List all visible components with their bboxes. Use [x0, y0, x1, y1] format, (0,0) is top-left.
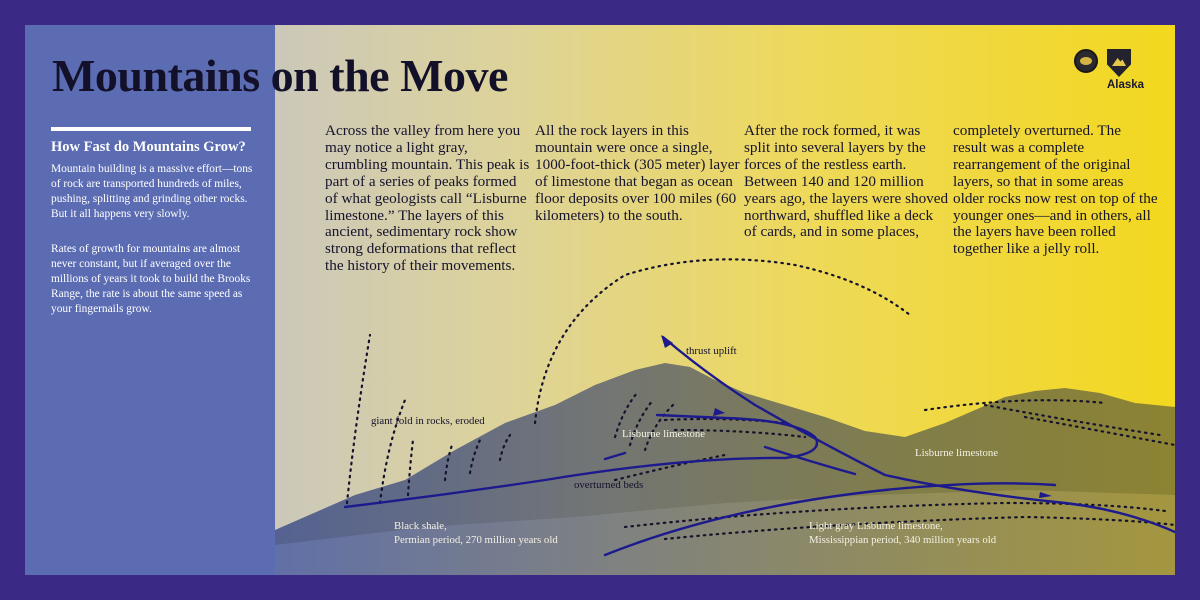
body-column-1: Across the valley from here you may notice a light gray, crumbling mountain. This peak is part of a series of peaks formed of what geologists call “Lisburne limestone.” The layers of this ancient, sedimentary rock show strong deformations that reflect the history of their movements.: [325, 122, 530, 275]
blm-shield-icon: [1107, 49, 1131, 77]
sidebar-paragraph-1: Mountain building is a massive effort—tons of rock are transported hundreds of miles, pushing, splitting and grinding other rocks. But it all happens very slowly.: [51, 163, 253, 220]
body-column-3: After the rock formed, it was split into several layers by the forces of the restless earth. Between 140 and 120 million years ago, the layers were shoved northward, shuffled like a deck of cards, and in some places,: [744, 122, 949, 241]
label-overturned-beds: overturned beds: [574, 479, 644, 491]
label-lisburne-limestone-2: Lisburne limestone: [915, 447, 999, 459]
label-black-shale: Black shale, Permian period, 270 million years old: [394, 520, 558, 546]
logo-text: Alaska: [1107, 79, 1145, 91]
agency-logos: [1074, 49, 1154, 93]
label-lisburne-limestone-1: Lisburne limestone: [622, 428, 706, 440]
body-column-4: completely overturned. The result was a complete rearrangement of the original layers, so that in some areas older rocks now rest on top of the younger ones—and in others, all the layers have been rolled together like a jelly roll.: [953, 122, 1158, 258]
sidebar-paragraph-2: Rates of growth for mountains are almost never constant, but if averaged over the millions of years it took to build the Brooks Range, the rate is about the same speed as your fingernails grow.: [51, 243, 251, 315]
sidebar-heading: How Fast do Mountains Grow?: [51, 139, 246, 155]
label-giant-fold: giant fold in rocks, eroded: [371, 415, 485, 427]
sidebar-divider: [51, 127, 251, 131]
sign-panel: [25, 25, 1175, 575]
page-title: Mountains on the Move: [52, 50, 508, 101]
body-column-2: All the rock layers in this mountain were once a single, 1000-foot-thick (305 meter) layer of limestone that began as ocean floor deposits over 100 miles (60 kilometers) to the south.: [535, 122, 740, 224]
label-thrust-uplift: thrust uplift: [686, 345, 737, 357]
label-light-gray-limestone: Light gray Lisburne limestone, Mississippian period, 340 million years old: [809, 520, 997, 546]
seal-icon: [1074, 49, 1098, 73]
